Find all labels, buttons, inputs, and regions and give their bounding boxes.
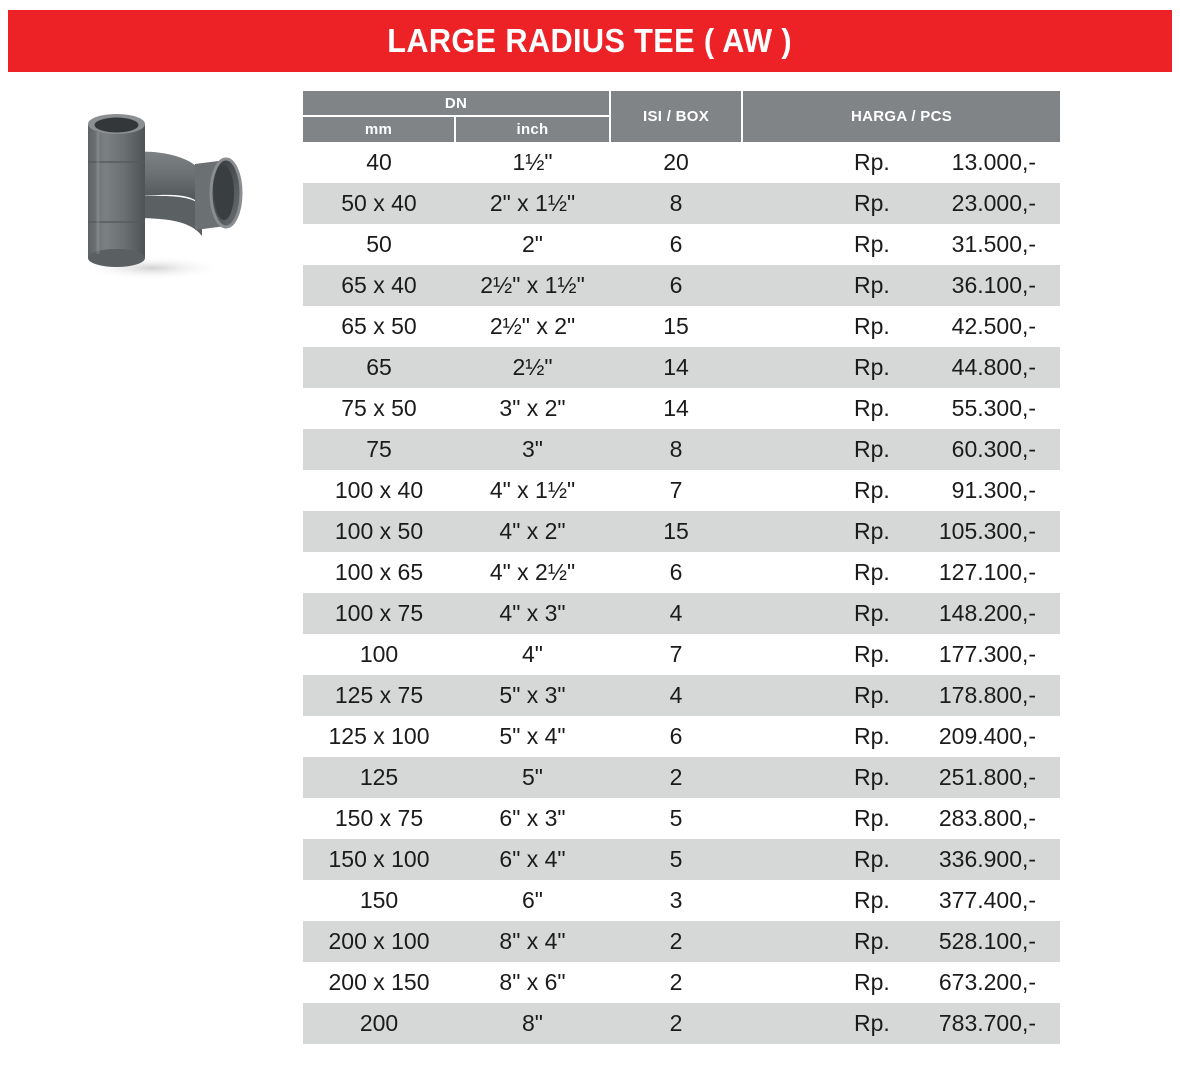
price-currency-suffix: ,-: [1022, 149, 1037, 175]
price-currency-suffix: ,-: [1022, 395, 1037, 421]
price-value: [742, 190, 1060, 217]
price-amount: 783.700: [938, 1010, 1023, 1036]
header-row-group: [303, 91, 1060, 116]
table-row: [303, 347, 1060, 388]
cell-dn-mm: 125 x 75: [334, 682, 424, 708]
cell-dn-mm: 100 x 75: [334, 600, 424, 626]
cell-dn-inch: 4": [522, 641, 543, 667]
column-group-header-dn: DN: [303, 91, 610, 116]
price-currency-prefix: Rp.: [854, 723, 890, 749]
cell-harga-pcs: [742, 675, 1060, 716]
price-amount: 36.100: [951, 272, 1023, 298]
table-row: [303, 1003, 1060, 1044]
price-currency-prefix: Rp.: [854, 190, 890, 216]
price-amount: 528.100: [938, 928, 1023, 954]
product-image-large-radius-tee: [40, 86, 290, 286]
cell-isi-box: 2: [669, 764, 683, 790]
price-amount: 251.800: [938, 764, 1023, 790]
price-amount: 42.500: [951, 313, 1023, 339]
price-currency-prefix: Rp.: [854, 477, 890, 503]
cell-harga-pcs: [742, 183, 1060, 224]
cell-isi-box: 15: [663, 313, 689, 339]
price-value: [742, 231, 1060, 258]
price-amount: 44.800: [951, 354, 1023, 380]
price-value: [742, 1010, 1060, 1037]
table-row: [303, 798, 1060, 839]
price-currency-prefix: Rp.: [854, 1010, 890, 1036]
cell-harga-pcs: [742, 347, 1060, 388]
cell-isi-box: 8: [669, 436, 683, 462]
price-amount: 673.200: [938, 969, 1023, 995]
cell-isi-box: 6: [669, 559, 683, 585]
cell-dn-inch: 5" x 4": [499, 723, 566, 749]
cell-dn-mm: 75: [366, 436, 392, 462]
price-currency-prefix: Rp.: [854, 231, 890, 257]
column-header-isi-box: ISI / BOX: [610, 91, 742, 142]
cell-dn-mm: 100 x 65: [334, 559, 424, 585]
cell-dn-mm: 150: [359, 887, 399, 913]
table-body: [303, 142, 1060, 1044]
price-currency-prefix: Rp.: [854, 682, 890, 708]
price-amount: 336.900: [938, 846, 1023, 872]
table-row: [303, 552, 1060, 593]
cell-dn-inch: 6": [522, 887, 543, 913]
price-amount: 178.800: [938, 682, 1023, 708]
cell-isi-box: 7: [669, 477, 683, 503]
price-currency-suffix: ,-: [1022, 231, 1037, 257]
price-currency-prefix: Rp.: [854, 764, 890, 790]
cell-dn-mm: 100: [359, 641, 399, 667]
cell-isi-box: 2: [669, 928, 683, 954]
price-currency-prefix: Rp.: [854, 969, 890, 995]
cell-isi-box: 6: [669, 723, 683, 749]
price-currency-suffix: ,-: [1022, 272, 1037, 298]
cell-harga-pcs: [742, 962, 1060, 1003]
price-amount: 377.400: [938, 887, 1023, 913]
price-value: [742, 395, 1060, 422]
cell-dn-mm: 200 x 100: [328, 928, 430, 954]
table-row: [303, 634, 1060, 675]
cell-dn-mm: 50 x 40: [341, 190, 417, 216]
price-value: [742, 518, 1060, 545]
price-currency-suffix: ,-: [1022, 354, 1037, 380]
price-currency-prefix: Rp.: [854, 149, 890, 175]
price-amount: 127.100: [938, 559, 1023, 585]
table-row: [303, 470, 1060, 511]
table-row: [303, 429, 1060, 470]
cell-dn-inch: 2": [522, 231, 543, 257]
price-value: [742, 477, 1060, 504]
cell-dn-mm: 150 x 100: [328, 846, 430, 872]
cell-dn-inch: 4" x 2½": [489, 559, 576, 585]
price-currency-suffix: ,-: [1022, 723, 1037, 749]
cell-isi-box: 15: [663, 518, 689, 544]
cell-dn-inch: 5" x 3": [499, 682, 566, 708]
price-currency-suffix: ,-: [1022, 928, 1037, 954]
table-header: [303, 91, 1060, 142]
column-header-mm: mm: [303, 116, 455, 142]
cell-dn-inch: 1½": [512, 149, 553, 175]
price-amount: 31.500: [951, 231, 1023, 257]
cell-harga-pcs: [742, 1003, 1060, 1044]
cell-harga-pcs: [742, 265, 1060, 306]
cell-dn-mm: 100 x 50: [334, 518, 424, 544]
price-amount: 13.000: [951, 149, 1023, 175]
cell-harga-pcs: [742, 921, 1060, 962]
cell-dn-mm: 75 x 50: [341, 395, 417, 421]
table-row: [303, 716, 1060, 757]
table-row: [303, 511, 1060, 552]
price-currency-prefix: Rp.: [854, 559, 890, 585]
cell-dn-inch: 8" x 6": [499, 969, 566, 995]
cell-dn-mm: 125: [359, 764, 399, 790]
price-currency-prefix: Rp.: [854, 354, 890, 380]
cell-harga-pcs: [742, 306, 1060, 347]
table-row: [303, 962, 1060, 1003]
price-table: [303, 91, 1060, 1044]
price-value: [742, 723, 1060, 750]
cell-isi-box: 4: [669, 682, 683, 708]
cell-harga-pcs: [742, 552, 1060, 593]
price-currency-suffix: ,-: [1022, 969, 1037, 995]
table-row: [303, 142, 1060, 183]
cell-dn-inch: 4" x 3": [499, 600, 566, 626]
price-currency-suffix: ,-: [1022, 1010, 1037, 1036]
price-value: [742, 846, 1060, 873]
price-currency-suffix: ,-: [1022, 641, 1037, 667]
cell-harga-pcs: [742, 511, 1060, 552]
table-row: [303, 265, 1060, 306]
price-currency-suffix: ,-: [1022, 559, 1037, 585]
column-header-harga-pcs: HARGA / PCS: [742, 91, 1060, 142]
price-value: [742, 559, 1060, 586]
price-currency-prefix: Rp.: [854, 600, 890, 626]
price-currency-suffix: ,-: [1022, 764, 1037, 790]
cell-harga-pcs: [742, 470, 1060, 511]
cell-harga-pcs: [742, 634, 1060, 675]
price-currency-suffix: ,-: [1022, 518, 1037, 544]
price-amount: 105.300: [938, 518, 1023, 544]
table-row: [303, 757, 1060, 798]
pvc-tee-fitting-icon: [40, 86, 290, 286]
cell-isi-box: 3: [669, 887, 683, 913]
price-value: [742, 641, 1060, 668]
table-row: [303, 388, 1060, 429]
cell-dn-mm: 100 x 40: [334, 477, 424, 503]
price-value: [742, 313, 1060, 340]
cell-dn-mm: 65: [366, 354, 392, 380]
cell-dn-inch: 2½" x 1½": [480, 272, 585, 298]
table-row: [303, 880, 1060, 921]
cell-isi-box: 6: [669, 231, 683, 257]
cell-dn-inch: 2½" x 2": [489, 313, 576, 339]
cell-isi-box: 7: [669, 641, 683, 667]
price-currency-suffix: ,-: [1022, 682, 1037, 708]
price-currency-suffix: ,-: [1022, 436, 1037, 462]
table-row: [303, 306, 1060, 347]
price-value: [742, 436, 1060, 463]
cell-dn-mm: 65 x 50: [341, 313, 417, 339]
cell-harga-pcs: [742, 388, 1060, 429]
price-value: [742, 764, 1060, 791]
price-value: [742, 600, 1060, 627]
cell-harga-pcs: [742, 716, 1060, 757]
cell-isi-box: 2: [669, 1010, 683, 1036]
price-currency-suffix: ,-: [1022, 887, 1037, 913]
cell-dn-inch: 2" x 1½": [489, 190, 576, 216]
price-amount: 148.200: [938, 600, 1023, 626]
price-currency-suffix: ,-: [1022, 846, 1037, 872]
cell-dn-mm: 200: [359, 1010, 399, 1036]
price-value: [742, 354, 1060, 381]
price-currency-prefix: Rp.: [854, 641, 890, 667]
price-value: [742, 887, 1060, 914]
table-row: [303, 224, 1060, 265]
cell-isi-box: 20: [663, 149, 689, 175]
price-currency-suffix: ,-: [1022, 805, 1037, 831]
cell-dn-inch: 8": [522, 1010, 543, 1036]
table-row: [303, 921, 1060, 962]
cell-dn-mm: 40: [366, 149, 392, 175]
cell-dn-inch: 3" x 2": [499, 395, 566, 421]
price-amount: 209.400: [938, 723, 1023, 749]
price-currency-prefix: Rp.: [854, 272, 890, 298]
product-title-banner: [8, 10, 1172, 72]
cell-isi-box: 6: [669, 272, 683, 298]
price-currency-suffix: ,-: [1022, 190, 1037, 216]
table-row: [303, 839, 1060, 880]
cell-dn-inch: 4" x 2": [499, 518, 566, 544]
cell-isi-box: 14: [663, 395, 689, 421]
cell-isi-box: 2: [669, 969, 683, 995]
price-currency-prefix: Rp.: [854, 887, 890, 913]
table-row: [303, 675, 1060, 716]
cell-dn-inch: 2½": [512, 354, 553, 380]
cell-isi-box: 5: [669, 846, 683, 872]
price-amount: 55.300: [951, 395, 1023, 421]
price-currency-prefix: Rp.: [854, 805, 890, 831]
cell-harga-pcs: [742, 224, 1060, 265]
cell-harga-pcs: [742, 757, 1060, 798]
cell-dn-mm: 150 x 75: [334, 805, 424, 831]
price-value: [742, 149, 1060, 176]
price-amount: 283.800: [938, 805, 1023, 831]
cell-harga-pcs: [742, 142, 1060, 183]
price-currency-suffix: ,-: [1022, 600, 1037, 626]
cell-harga-pcs: [742, 839, 1060, 880]
price-currency-prefix: Rp.: [854, 313, 890, 339]
cell-dn-mm: 65 x 40: [341, 272, 417, 298]
price-value: [742, 928, 1060, 955]
price-currency-prefix: Rp.: [854, 928, 890, 954]
table-row: [303, 183, 1060, 224]
cell-dn-inch: 3": [522, 436, 543, 462]
cell-isi-box: 5: [669, 805, 683, 831]
table-row: [303, 593, 1060, 634]
cell-dn-mm: 50: [366, 231, 392, 257]
cell-dn-inch: 5": [522, 764, 543, 790]
tee-top-bore: [95, 118, 139, 133]
page-title: LARGE RADIUS TEE ( AW ): [387, 22, 793, 59]
cell-isi-box: 14: [663, 354, 689, 380]
price-currency-prefix: Rp.: [854, 518, 890, 544]
price-amount: 91.300: [951, 477, 1023, 503]
price-value: [742, 272, 1060, 299]
cell-dn-inch: 6" x 3": [499, 805, 566, 831]
cell-harga-pcs: [742, 593, 1060, 634]
price-currency-prefix: Rp.: [854, 436, 890, 462]
cell-dn-mm: 200 x 150: [328, 969, 430, 995]
cell-isi-box: 4: [669, 600, 683, 626]
cell-dn-inch: 8" x 4": [499, 928, 566, 954]
price-amount: 23.000: [951, 190, 1023, 216]
price-value: [742, 682, 1060, 709]
price-currency-prefix: Rp.: [854, 395, 890, 421]
price-value: [742, 969, 1060, 996]
price-currency-suffix: ,-: [1022, 477, 1037, 503]
price-value: [742, 805, 1060, 832]
price-currency-prefix: Rp.: [854, 846, 890, 872]
price-currency-suffix: ,-: [1022, 313, 1037, 339]
cell-harga-pcs: [742, 429, 1060, 470]
cell-dn-inch: 4" x 1½": [489, 477, 576, 503]
cell-dn-mm: 125 x 100: [328, 723, 430, 749]
tee-branch-bore: [214, 166, 234, 220]
price-amount: 60.300: [951, 436, 1023, 462]
cell-harga-pcs: [742, 798, 1060, 839]
cell-dn-inch: 6" x 4": [499, 846, 566, 872]
cell-isi-box: 8: [669, 190, 683, 216]
column-header-inch: inch: [455, 116, 610, 142]
price-amount: 177.300: [938, 641, 1023, 667]
cell-harga-pcs: [742, 880, 1060, 921]
